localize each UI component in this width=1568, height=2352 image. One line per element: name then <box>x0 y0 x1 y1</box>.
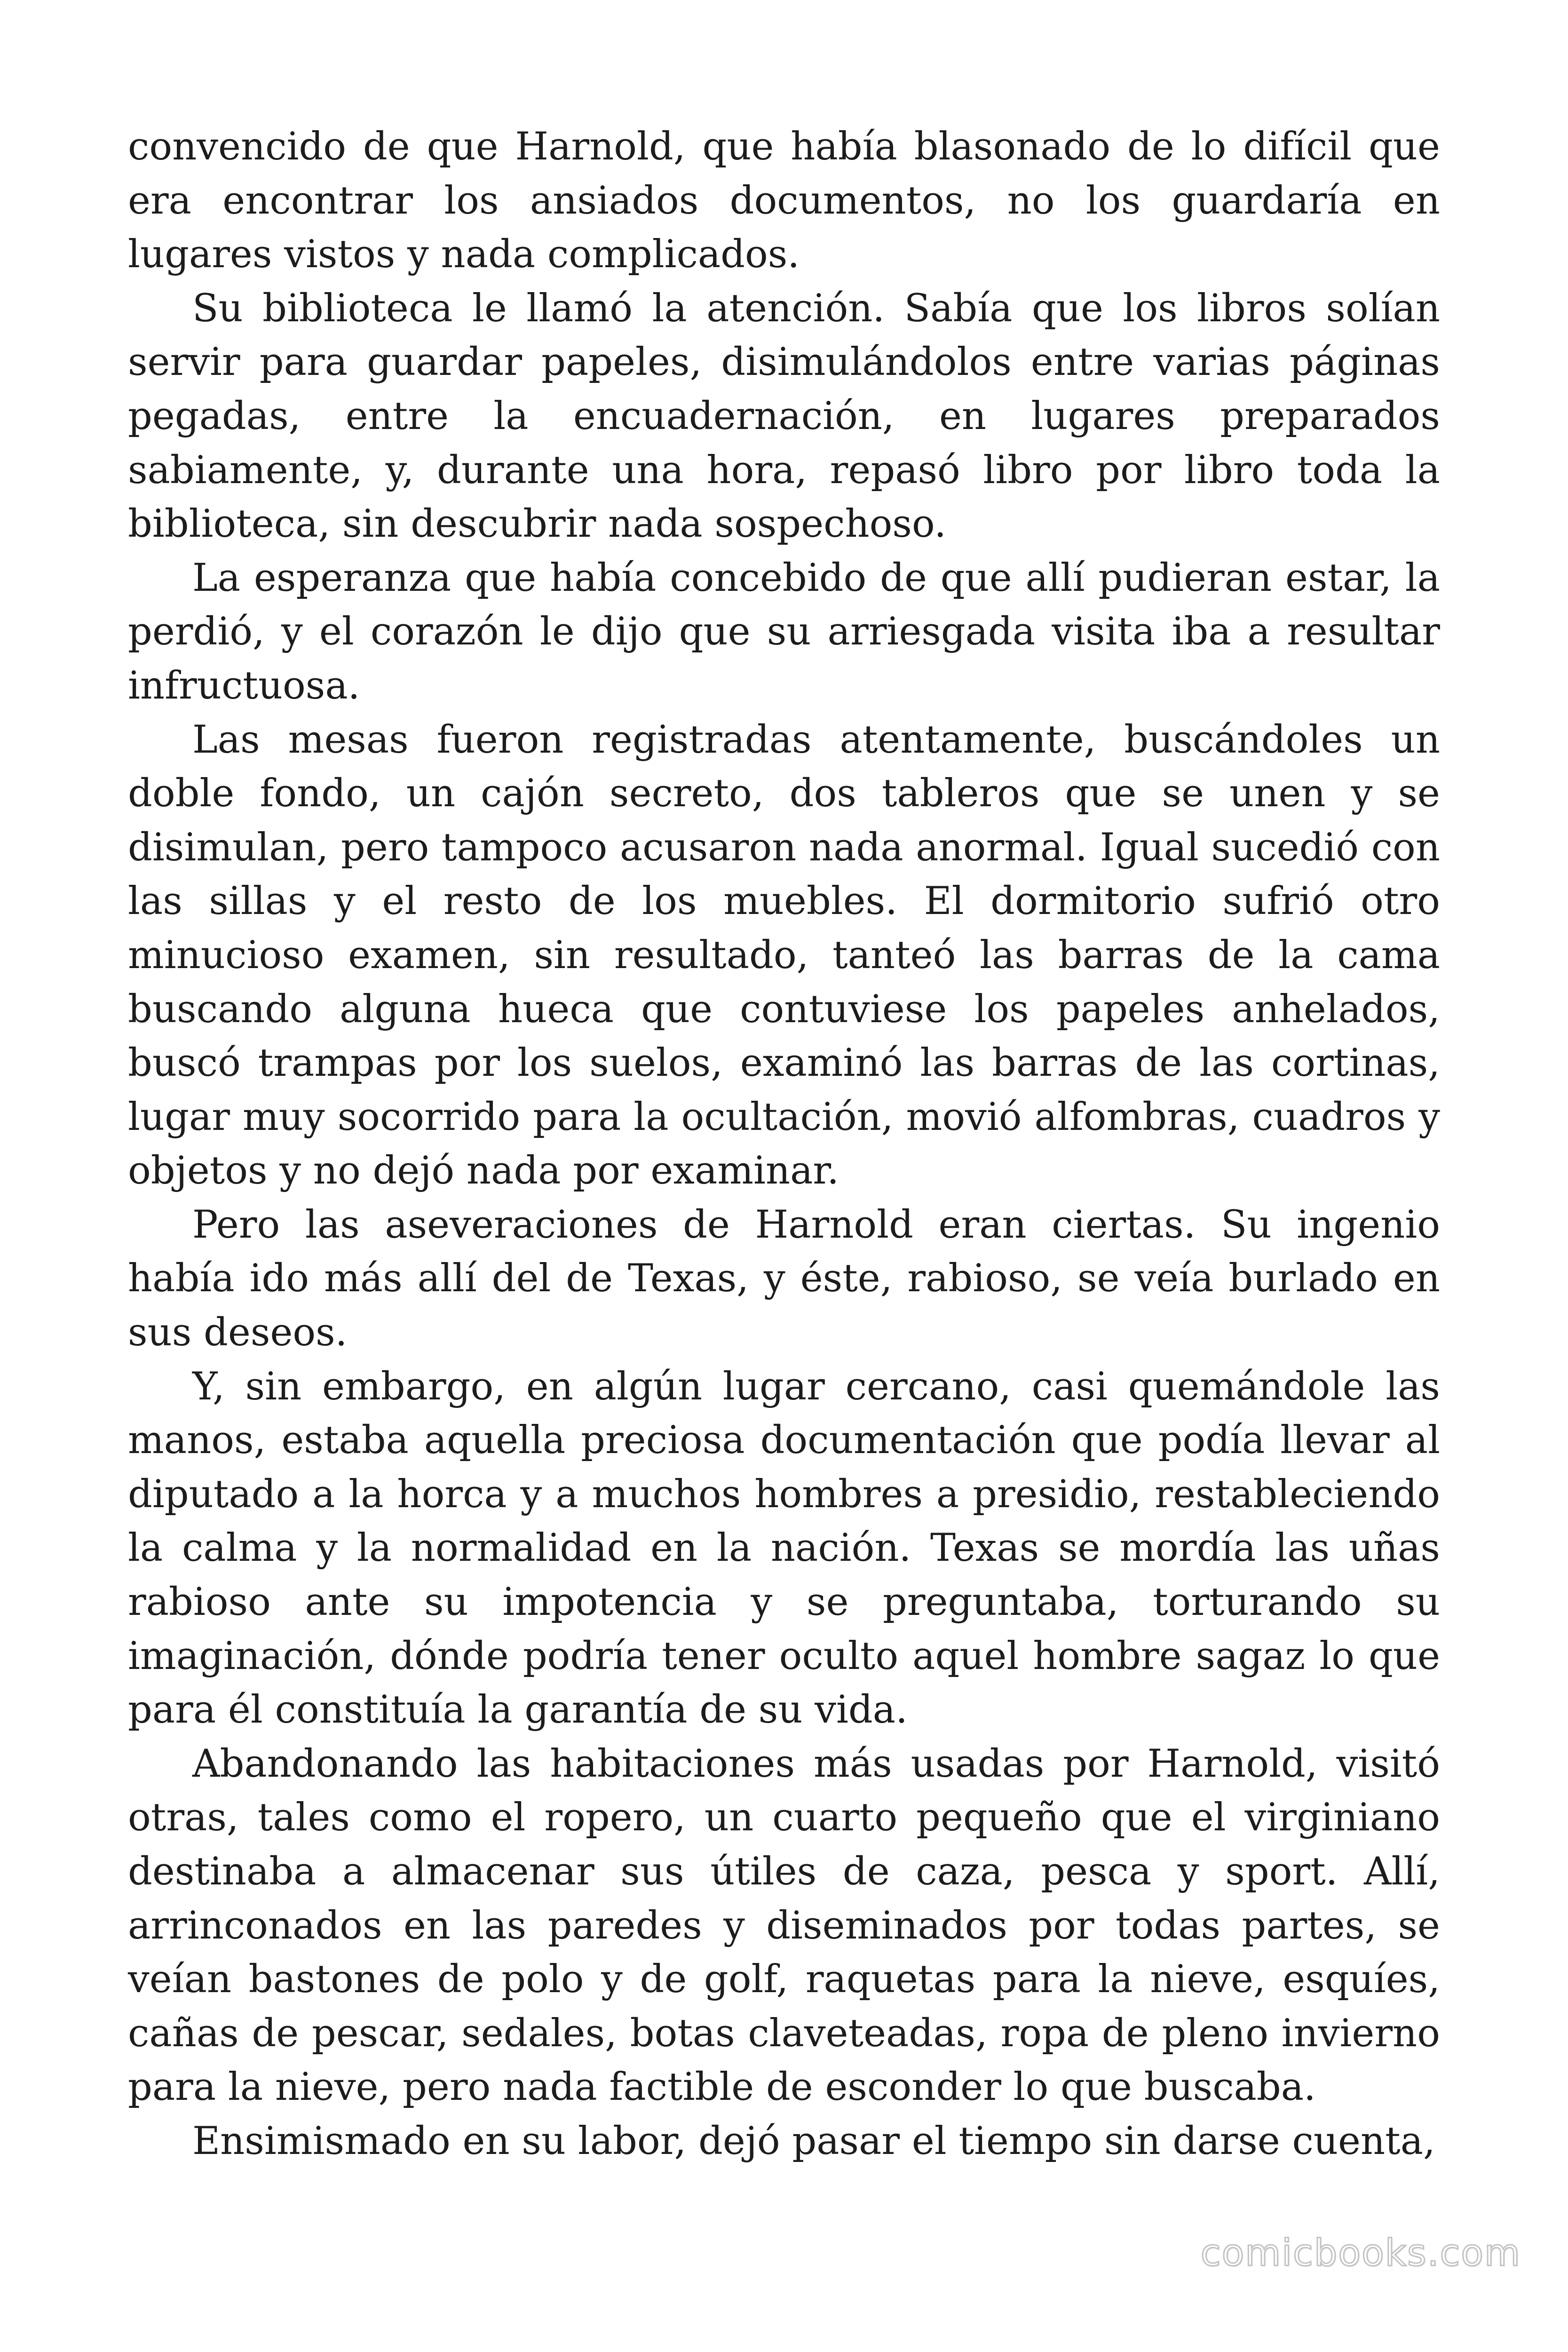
body-text <box>128 120 1440 2169</box>
paragraph-final: Ensimismado en su labor, dejó pasar el tiempo sin darse cuenta, <box>192 2119 1435 2163</box>
paragraph: Y, sin embargo, en algún lugar cercano, casi quemándole las manos, estaba aquella preciosa documentación que podía llevar al diputado a la horca y a muchos hombres a presidio, restableciendo la calma y la normalidad en la nación. Texas se mordía las uñas rabioso ante su impotencia y se preguntaba, torturando su imaginación, dónde podría tener oculto aquel hombre sagaz lo que para él constituía la garantía de su vida. <box>128 1364 1440 1732</box>
watermark: comicbooks.com <box>1200 2232 1521 2274</box>
paragraph: Abandonando las habitaciones más usadas por Harnold, visitó otras, tales como el ropero, un cuarto pequeño que el virginiano destinaba a almacenar sus útiles de caza, pesca y sport. Allí, arrinconados en las paredes y diseminados por todas partes, se veían bastones de polo y de golf, raquetas para la nieve, esquíes, cañas de pescar, sedales, botas claveteadas, ropa de pleno invierno para la nieve, pero nada factible de esconder lo que buscaba. <box>128 1741 1440 2110</box>
paragraph: Su biblioteca le llamó la atención. Sabía que los libros solían servir para guardar papeles, disimulándolos entre varias páginas pegadas, entre la encuadernación, en lugares preparados sabiamente, y, durante una hora, repasó libro por libro toda la biblioteca, sin descubrir nada sospechoso. <box>128 286 1440 547</box>
paragraph: Pero las aseveraciones de Harnold eran ciertas. Su ingenio había ido más allí del de Texas, y éste, rabioso, se veía burlado en sus deseos. <box>128 1202 1440 1355</box>
paragraph: Las mesas fueron registradas atentamente, buscándoles un doble fondo, un cajón secreto, dos tableros que se unen y se disimulan, pero tampoco acusaron nada anormal. Igual sucedió con las sillas y el resto de los muebles. El dormitorio sufrió otro minucioso examen, sin resultado, tanteó las barras de la cama buscando alguna hueca que contuviese los papeles anhelados, buscó trampas por los suelos, examinó las barras de las cortinas, lugar muy socorrido para la ocultación, movió alfombras, cuadros y objetos y no dejó nada por examinar. <box>128 717 1440 1193</box>
paragraph-continuation: convencido de que Harnold, que había blasonado de lo difícil que era encontrar los ansiados documentos, no los guardaría en lugares vistos y nada complicados. <box>128 125 1440 277</box>
paragraph: La esperanza que había concebido de que allí pudieran estar, la perdió, y el corazón le dijo que su arriesgada visita iba a resultar infructuosa. <box>128 556 1440 708</box>
